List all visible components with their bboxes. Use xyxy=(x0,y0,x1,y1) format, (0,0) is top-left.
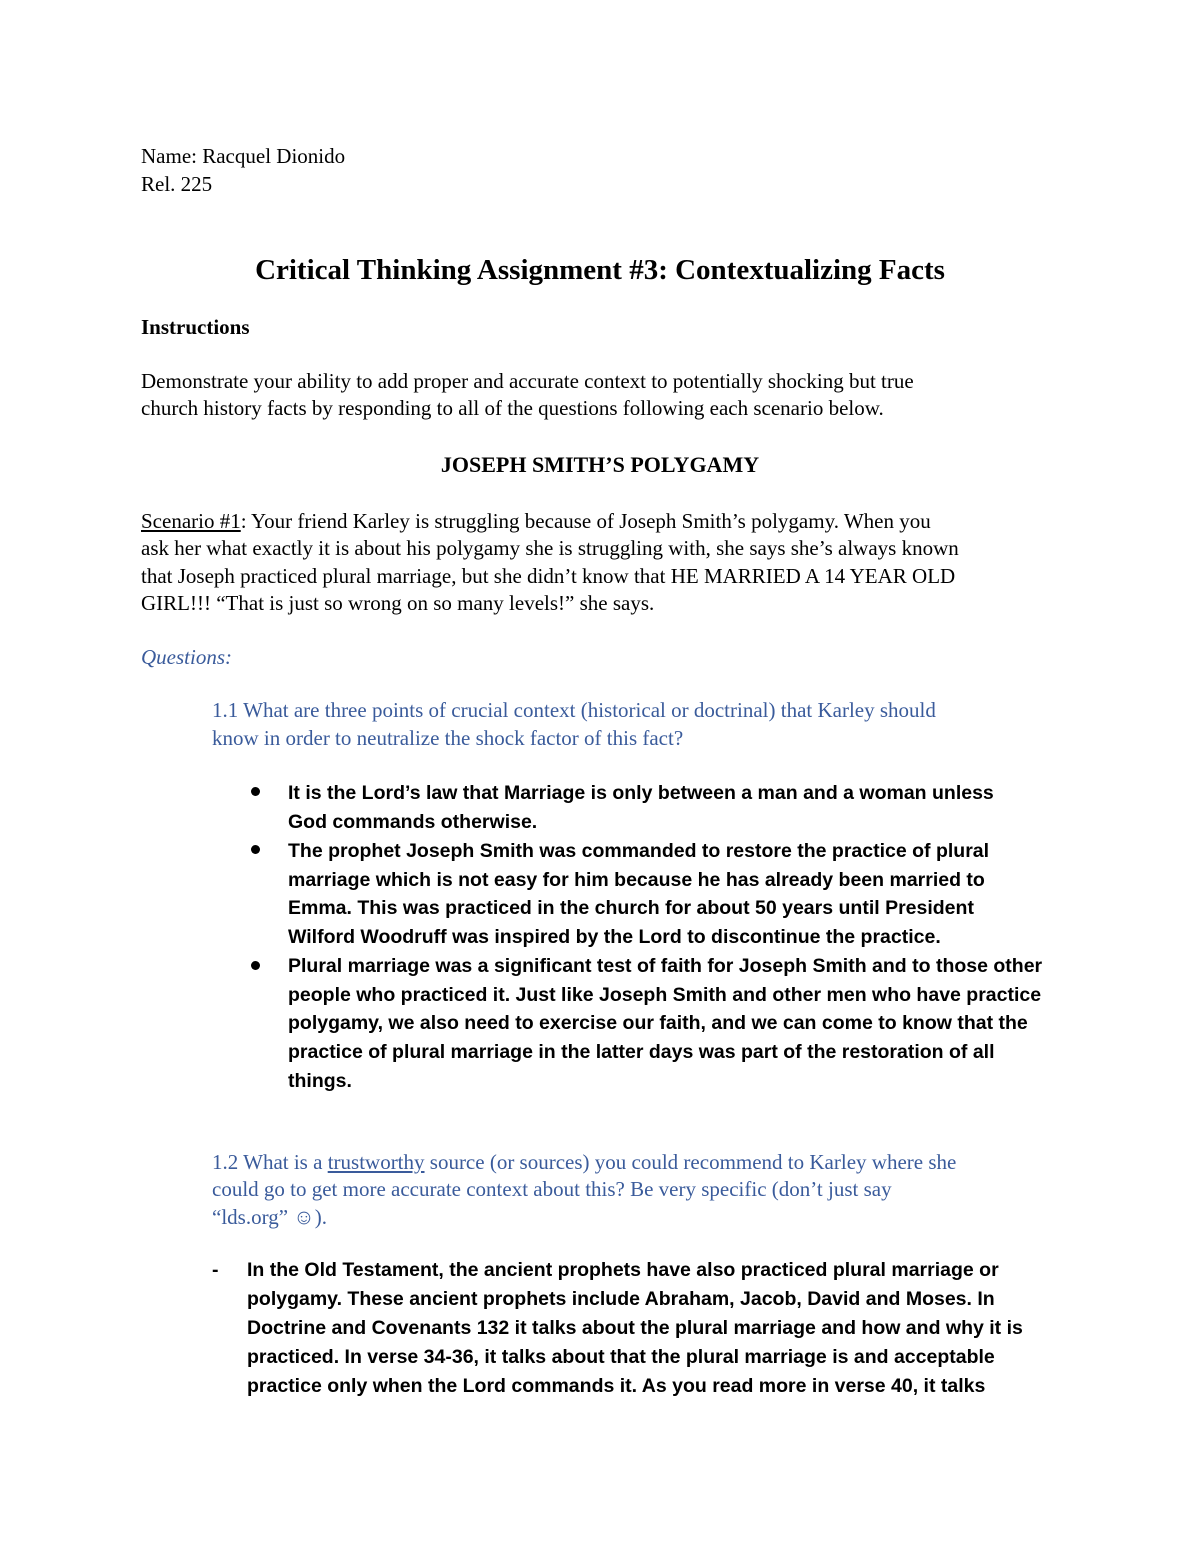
questions-label: Questions: xyxy=(141,645,232,669)
answer-1-bullet-3-line-3: polygamy, we also need to exercise our faith, and we can come to know that the xyxy=(288,1012,1028,1034)
answer-1-bullet-2-line-3: Emma. This was practiced in the church for about 50 years until President xyxy=(288,897,974,919)
answer-1-bullet-1-line-2: God commands otherwise. xyxy=(288,811,538,833)
question-1-2-line-2: could go to get more accurate context about this? Be very specific (don’t just say xyxy=(212,1177,892,1201)
dash-bullet: - xyxy=(212,1259,219,1281)
answer-1-bullet-3-line-1: Plural marriage was a significant test of faith for Joseph Smith and to those other xyxy=(288,955,1043,977)
course-line: Rel. 225 xyxy=(141,172,213,196)
question-1-1-line-2: know in order to neutralize the shock factor of this fact? xyxy=(212,726,684,750)
bullet-icon xyxy=(251,961,260,970)
scenario-line-3: that Joseph practiced plural marriage, but she didn’t know that HE MARRIED A 14 YEAR OLD xyxy=(141,564,956,588)
scenario-label: Scenario #1 xyxy=(141,509,241,533)
scenario-line-4: GIRL!!! “That is just so wrong on so many levels!” she says. xyxy=(141,591,655,615)
question-1-2-suffix: source (or sources) you could recommend to Karley where she xyxy=(424,1150,957,1174)
question-1-2-line-3: “lds.org” ☺). xyxy=(212,1205,327,1229)
question-1-2-line-1 xyxy=(212,1149,956,1176)
section-heading: JOSEPH SMITH’S POLYGAMY xyxy=(440,452,760,477)
question-1-1-line-1: 1.1 What are three points of crucial context (historical or doctrinal) that Karley should xyxy=(212,698,936,722)
answer-2-line-4: practiced. In verse 34-36, it talks about that the plural marriage is and acceptable xyxy=(247,1346,995,1368)
answer-2-line-3: Doctrine and Covenants 132 it talks about the plural marriage and how and why it is xyxy=(247,1317,1023,1339)
trustworthy-word: trustworthy xyxy=(327,1150,425,1174)
question-1-2-prefix: 1.2 What is a xyxy=(212,1150,328,1174)
answer-2-line-1: In the Old Testament, the ancient prophets have also practiced plural marriage or xyxy=(247,1259,999,1281)
answer-1-bullet-2-line-1: The prophet Joseph Smith was commanded to restore the practice of plural xyxy=(288,840,990,862)
answer-2-line-2: polygamy. These ancient prophets include Abraham, Jacob, David and Moses. In xyxy=(247,1288,995,1310)
instructions-line-1: Demonstrate your ability to add proper and accurate context to potentially shocking but true xyxy=(141,369,914,393)
name-line: Name: Racquel Dionido xyxy=(141,144,346,168)
answer-1-bullet-3-line-2: people who practiced it. Just like Joseph Smith and other men who have practice xyxy=(288,984,1042,1006)
answer-1-bullet-2-line-2: marriage which is not easy for him because he has already been married to xyxy=(288,869,985,891)
answer-2-line-5: practice only when the Lord commands it. As you read more in verse 40, it talks xyxy=(247,1375,986,1397)
bullet-icon xyxy=(251,845,260,854)
scenario-line-1 xyxy=(141,508,931,535)
scenario-line-2: ask her what exactly it is about his polygamy she is struggling with, she says she’s always known xyxy=(141,536,959,560)
answer-1-bullet-2-line-4: Wilford Woodruff was inspired by the Lord to discontinue the practice. xyxy=(288,926,941,948)
answer-1-bullet-1-line-1: It is the Lord’s law that Marriage is only between a man and a woman unless xyxy=(288,782,994,804)
instructions-heading: Instructions xyxy=(141,315,250,339)
answer-1-bullet-3-line-5: things. xyxy=(288,1070,352,1092)
bullet-icon xyxy=(251,787,260,796)
answer-1-bullet-3-line-4: practice of plural marriage in the latter days was part of the restoration of all xyxy=(288,1041,995,1063)
document-title: Critical Thinking Assignment #3: Contextualizing Facts xyxy=(255,254,945,286)
scenario-text-1: : Your friend Karley is struggling because of Joseph Smith’s polygamy. When you xyxy=(240,509,931,533)
instructions-line-2: church history facts by responding to all of the questions following each scenario below. xyxy=(141,396,884,420)
